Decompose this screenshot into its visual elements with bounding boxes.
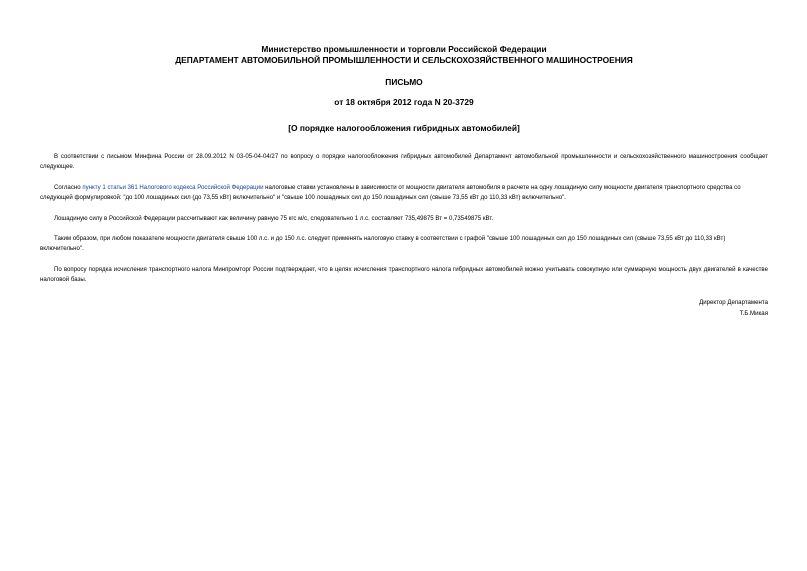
- document-header: [40, 44, 768, 108]
- document-date-number: от 18 октября 2012 года N 20-3729: [334, 97, 474, 107]
- paragraph-4: Таким образом, при любом показателе мощности двигателя свыше 100 л.с. и до 150 л.с. следует применять налоговую ставку в соответствии с графой "свыше 100 лошадиных сил до 150 лошадиных сил (свыше 73,55 кВт до 110,33 кВт) включительно".: [40, 235, 726, 253]
- paragraph-1: В соответствии с письмом Минфина России от 28.09.2012 N 03-05-04-04/27 по вопросу о порядке налогообложения гибридных автомобилей Департамент автомобильной промышленности и сельскохозяйственного машиностроения сообщает следующее.: [40, 153, 768, 171]
- paragraph-2-rest: налоговые ставки установлены в зависимости от мощности двигателя автомобиля в расчете на одну лошадиную силу мощности двигателя транспортного средства со следующей формулировкой: "до 100 лошадиных сил (до 73,55 кВт) включительно" и "свыше 100 лошадиных сил до 150 лошадиных сил (свыше 73,55 кВт до 110,33 кВт) включительно".: [40, 183, 741, 201]
- department-name: ДЕПАРТАМЕНТ АВТОМОБИЛЬНОЙ ПРОМЫШЛЕННОСТИ И СЕЛЬСКОХОЗЯЙСТВЕННОГО МАШИНОСТРОЕНИЯ: [175, 55, 633, 65]
- document-subject: [О порядке налогообложения гибридных автомобилей]: [288, 123, 520, 133]
- document-body: [40, 152, 768, 285]
- document-type: ПИСЬМО: [385, 77, 423, 87]
- document-page: [40, 44, 768, 319]
- paragraph-2-start: Согласно: [54, 183, 83, 191]
- paragraph-3: Лошадиную силу в Российской Федерации рассчитывают как величину равную 75 кгс м/с, следовательно 1 л.с. составляет 735,49875 Вт = 0,73549875 кВт.: [54, 214, 494, 222]
- ministry-name: Министерство промышленности и торговли Российской Федерации: [261, 44, 547, 54]
- paragraph-5: По вопросу порядка исчисления транспортного налога Минпромторг России подтверждает, что в целях исчисления транспортного налога гибридных автомобилей можно учитывать совокупную или суммарную мощность двух двигателей в качестве налоговой базы.: [40, 265, 768, 284]
- signatory-name: Т.Б.Микая: [739, 309, 768, 317]
- tax-code-link[interactable]: пункту 1 статьи 361 Налогового кодекса Российской Федерации: [82, 183, 264, 191]
- signatory-position: Директор Департамента: [699, 299, 768, 307]
- signature-block: [40, 298, 768, 318]
- paragraph-2: [40, 183, 768, 203]
